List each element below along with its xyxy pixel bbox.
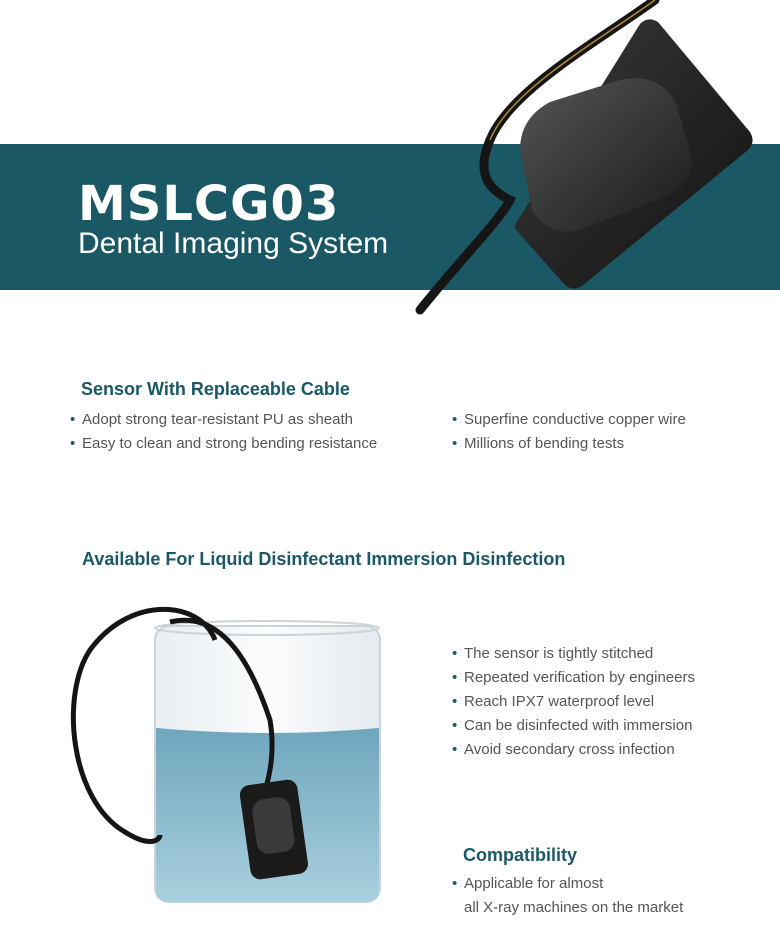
list-item: • Reach IPX7 waterproof level: [452, 690, 695, 714]
section-heading-disinfection: Available For Liquid Disinfectant Immersion Disinfection: [82, 549, 566, 569]
compatibility-line2: all X-ray machines on the market: [464, 899, 684, 916]
cable-features-right: [452, 408, 686, 456]
product-title: MSLCG03: [78, 176, 340, 232]
list-item: • Millions of bending tests: [452, 432, 686, 456]
cable-features-left: [70, 408, 377, 456]
list-item: • The sensor is tightly stitched: [452, 642, 695, 666]
list-item: • Avoid secondary cross infection: [452, 738, 695, 762]
beaker-image: [70, 600, 400, 932]
section-heading-cable: Sensor With Replaceable Cable: [81, 379, 350, 399]
list-item: • Repeated verification by engineers: [452, 666, 695, 690]
disinfection-features: [452, 642, 695, 762]
list-item: • Easy to clean and strong bending resistance: [70, 432, 377, 456]
list-item: • Can be disinfected with immersion: [452, 714, 695, 738]
sensor-image: [400, 0, 780, 320]
list-item: • Applicable for almost: [452, 872, 603, 896]
list-item: • Superfine conductive copper wire: [452, 408, 686, 432]
compatibility-heading: Compatibility: [463, 845, 578, 865]
product-subtitle: Dental Imaging System: [78, 227, 389, 260]
list-item: • Adopt strong tear-resistant PU as sheath: [70, 408, 377, 432]
compatibility-list: [452, 872, 603, 896]
